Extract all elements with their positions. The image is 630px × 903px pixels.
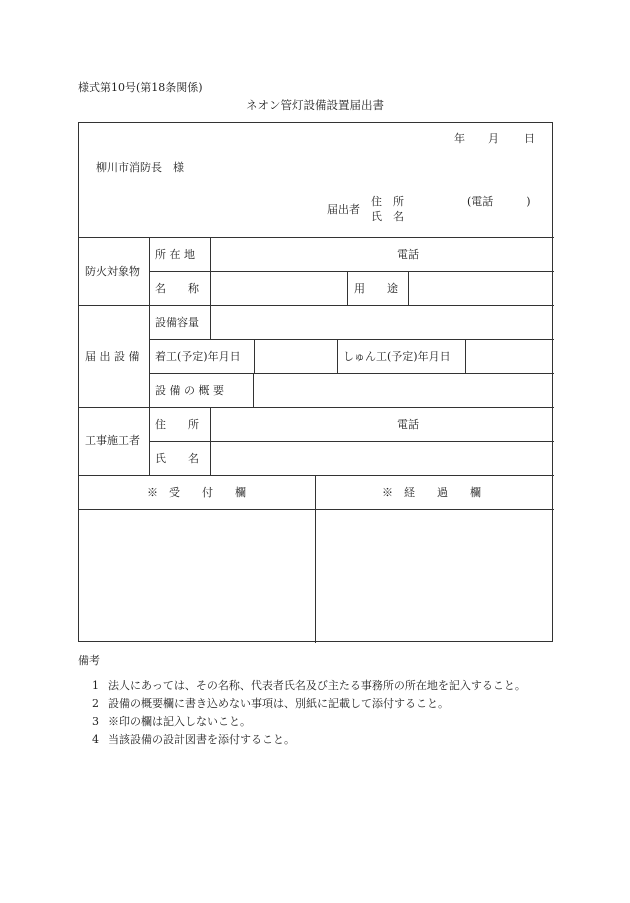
- notes-heading: 備考: [78, 654, 100, 667]
- object-name-label: 名 称: [155, 282, 199, 295]
- note-text: 設備の概要欄に書き込めない事項は、別紙に記載して添付すること。: [108, 697, 449, 711]
- note-text: 法人にあっては、その名称、代表者氏名及び主たる事務所の所在地を記入すること。: [108, 679, 526, 692]
- row-divider: [149, 339, 554, 340]
- column-divider: [253, 373, 254, 407]
- form-number: 様式第10号(第18条関係): [78, 81, 203, 94]
- note-number: 3: [92, 715, 99, 729]
- date-day-label: 日: [524, 132, 535, 145]
- note-item: [78, 698, 526, 710]
- equipment-label: 届 出 設 備: [85, 350, 140, 363]
- contractor-label: 工事施工者: [85, 434, 140, 447]
- column-divider: [210, 237, 211, 305]
- column-divider: [347, 271, 348, 305]
- date-month-label: 月: [488, 132, 499, 145]
- use-label: 用 途: [354, 282, 398, 295]
- row-divider: [149, 373, 554, 374]
- note-item: [78, 716, 526, 728]
- location-phone-label: 電話: [397, 248, 419, 261]
- column-divider: [210, 305, 211, 339]
- note-number: 1: [92, 679, 99, 692]
- form-title: ネオン管灯設備設置届出書: [246, 98, 384, 112]
- note-number: 2: [92, 697, 99, 711]
- column-divider: [254, 339, 255, 373]
- note-item: [78, 734, 526, 746]
- overview-label: 設 備 の 概 要: [155, 384, 224, 397]
- row-divider: [79, 305, 554, 306]
- applicant-phone-label: (電話 ): [467, 195, 531, 208]
- applicant-address-label: 住 所: [371, 195, 404, 208]
- row-divider: [79, 407, 554, 408]
- date-year-label: 年: [454, 132, 465, 145]
- contractor-address-label: 住 所: [155, 418, 199, 431]
- column-divider: [149, 237, 150, 475]
- location-label: 所 在 地: [155, 248, 195, 261]
- capacity-label: 設備容量: [155, 316, 199, 329]
- addressee: 柳川市消防長 様: [96, 161, 184, 174]
- applicant-label: 届出者: [327, 203, 360, 216]
- column-divider: [408, 271, 409, 305]
- application-form-table: [78, 122, 553, 642]
- column-divider: [210, 407, 211, 475]
- row-divider: [79, 509, 554, 510]
- row-divider: [79, 237, 554, 238]
- row-divider: [79, 475, 554, 476]
- start-date-label: 着工(予定)年月日: [155, 350, 241, 363]
- column-divider: [337, 339, 338, 373]
- finish-date-label: しゅん工(予定)年月日: [343, 350, 451, 363]
- notes-section: [78, 652, 526, 752]
- note-text: ※印の欄は記入しないこと。: [108, 715, 251, 729]
- fire-target-label: 防火対象物: [85, 265, 140, 278]
- receipt-column-label: ※ 受 付 欄: [147, 486, 246, 499]
- note-text: 当該設備の設計図書を添付すること。: [108, 733, 295, 747]
- applicant-name-label: 氏 名: [371, 210, 404, 223]
- note-number: 4: [92, 733, 99, 747]
- column-divider: [465, 339, 466, 373]
- column-divider: [315, 475, 316, 643]
- note-item: [78, 680, 526, 692]
- contractor-name-label: 氏 名: [155, 452, 199, 465]
- contractor-phone-label: 電話: [397, 418, 419, 431]
- progress-column-label: ※ 経 過 欄: [382, 486, 481, 499]
